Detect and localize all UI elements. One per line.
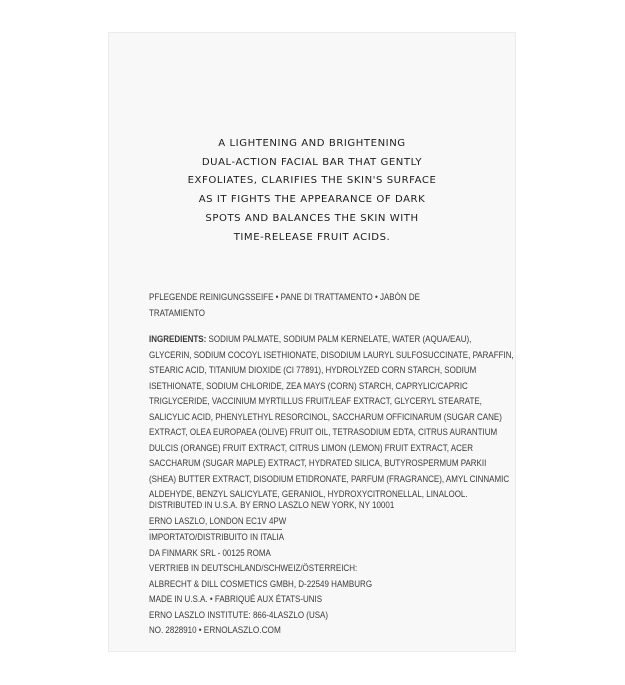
- ingredients-label: INGREDIENTS:: [149, 334, 207, 344]
- tagline-line: AS IT FIGHTS THE APPEARANCE OF DARK: [198, 194, 426, 206]
- distributor-line: ERNO LASZLO, LONDON EC1V 4PW: [149, 515, 287, 526]
- import-line: IMPORTATO/DISTRIBUITO IN ITALIA: [149, 532, 285, 542]
- ingredients-line: ALDEHYDE, BENZYL SALICYLATE, GERANIOL, HYDROXYCITRONELLAL, LINALOOL.: [149, 489, 468, 499]
- ingredients-line: SACCHARUM (SUGAR MAPLE) EXTRACT, HYDRATED SILICA, BUTYROSPERMUM PARKII: [149, 458, 487, 468]
- import-line: VERTRIEB IN DEUTSCHLAND/SCHWEIZ/ÖSTERREICH:: [149, 563, 358, 573]
- ingredients-line: DULCIS (ORANGE) FRUIT EXTRACT, CITRUS LIMON (LEMON) FRUIT EXTRACT, ACER: [149, 442, 473, 453]
- tagline-line: SPOTS AND BALANCES THE SKIN WITH: [205, 212, 419, 224]
- website-url: ERNOLASZLO.COM: [203, 625, 281, 636]
- product-tagline: [109, 135, 515, 247]
- subtitle-line: TRATAMIENTO: [149, 307, 205, 318]
- import-line: MADE IN U.S.A. • FABRIQUÉ AUX ÉTATS-UNIS: [149, 594, 323, 604]
- footer-line: [149, 623, 441, 639]
- ingredients-line: TRIGLYCERIDE, VACCINIUM MYRTILLUS FRUIT/LEAF EXTRACT, GLYCERYL STEARATE,: [149, 396, 482, 406]
- ingredients-line: GLYCERIN, SODIUM COCOYL ISETHIONATE, DISODIUM LAURYL SULFOSUCCINATE, PARAFFIN,: [149, 349, 514, 360]
- distributor-line: DISTRIBUTED IN U.S.A. BY ERNO LASZLO NEW YORK, NY 10001: [149, 500, 395, 510]
- product-number: NO. 2828910 •: [149, 625, 204, 635]
- import-line: ALBRECHT & DILL COSMETICS GMBH, D-22549 HAMBURG: [149, 578, 373, 589]
- international-distributor-info: [149, 530, 441, 639]
- tagline-line: EXFOLIATES, CLARIFIES THE SKIN'S SURFACE: [187, 175, 437, 187]
- import-line: ERNO LASZLO INSTITUTE: 866-4LASZLO (USA): [149, 609, 329, 620]
- ingredients-line: SALICYLIC ACID, PHENYLETHYL RESORCINOL, SACCHARUM OFFICINARUM (SUGAR CANE): [149, 411, 502, 422]
- ingredients-line: (SHEA) BUTTER EXTRACT, DISODIUM ETIDRONATE, PARFUM (FRAGRANCE), AMYL CINNAMIC: [149, 473, 510, 484]
- ingredients-line: ISETHIONATE, SODIUM CHLORIDE, ZEA MAYS (CORN) STARCH, CAPRYLIC/CAPRIC: [149, 380, 468, 391]
- subtitle-line: PFLEGENDE REINIGUNGSSEIFE • PANE DI TRATTAMENTO • JABÓN DE: [149, 292, 420, 302]
- us-distributor-info: [149, 498, 441, 529]
- tagline-line: A LIGHTENING AND BRIGHTENING: [218, 138, 406, 149]
- product-name-translations: [149, 290, 441, 321]
- tagline-line: TIME-RELEASE FRUIT ACIDS.: [233, 231, 391, 243]
- ingredients-list: [149, 332, 514, 503]
- tagline-line: DUAL-ACTION FACIAL BAR THAT GENTLY: [201, 156, 423, 168]
- ingredients-text: SODIUM PALMATE, SODIUM PALM KERNELATE, WATER (AQUA/EAU),: [206, 334, 472, 344]
- ingredients-line: STEARIC ACID, TITANIUM DIOXIDE (CI 77891), HYDROLYZED CORN STARCH, SODIUM: [149, 365, 477, 375]
- import-line: DA FINMARK SRL - 00125 ROMA: [149, 547, 271, 558]
- ingredients-line: [149, 332, 472, 348]
- ingredients-line: EXTRACT, OLEA EUROPAEA (OLIVE) FRUIT OIL, TETRASODIUM EDTA, CITRUS AURANTIUM: [149, 427, 498, 437]
- product-label-card: [108, 32, 516, 652]
